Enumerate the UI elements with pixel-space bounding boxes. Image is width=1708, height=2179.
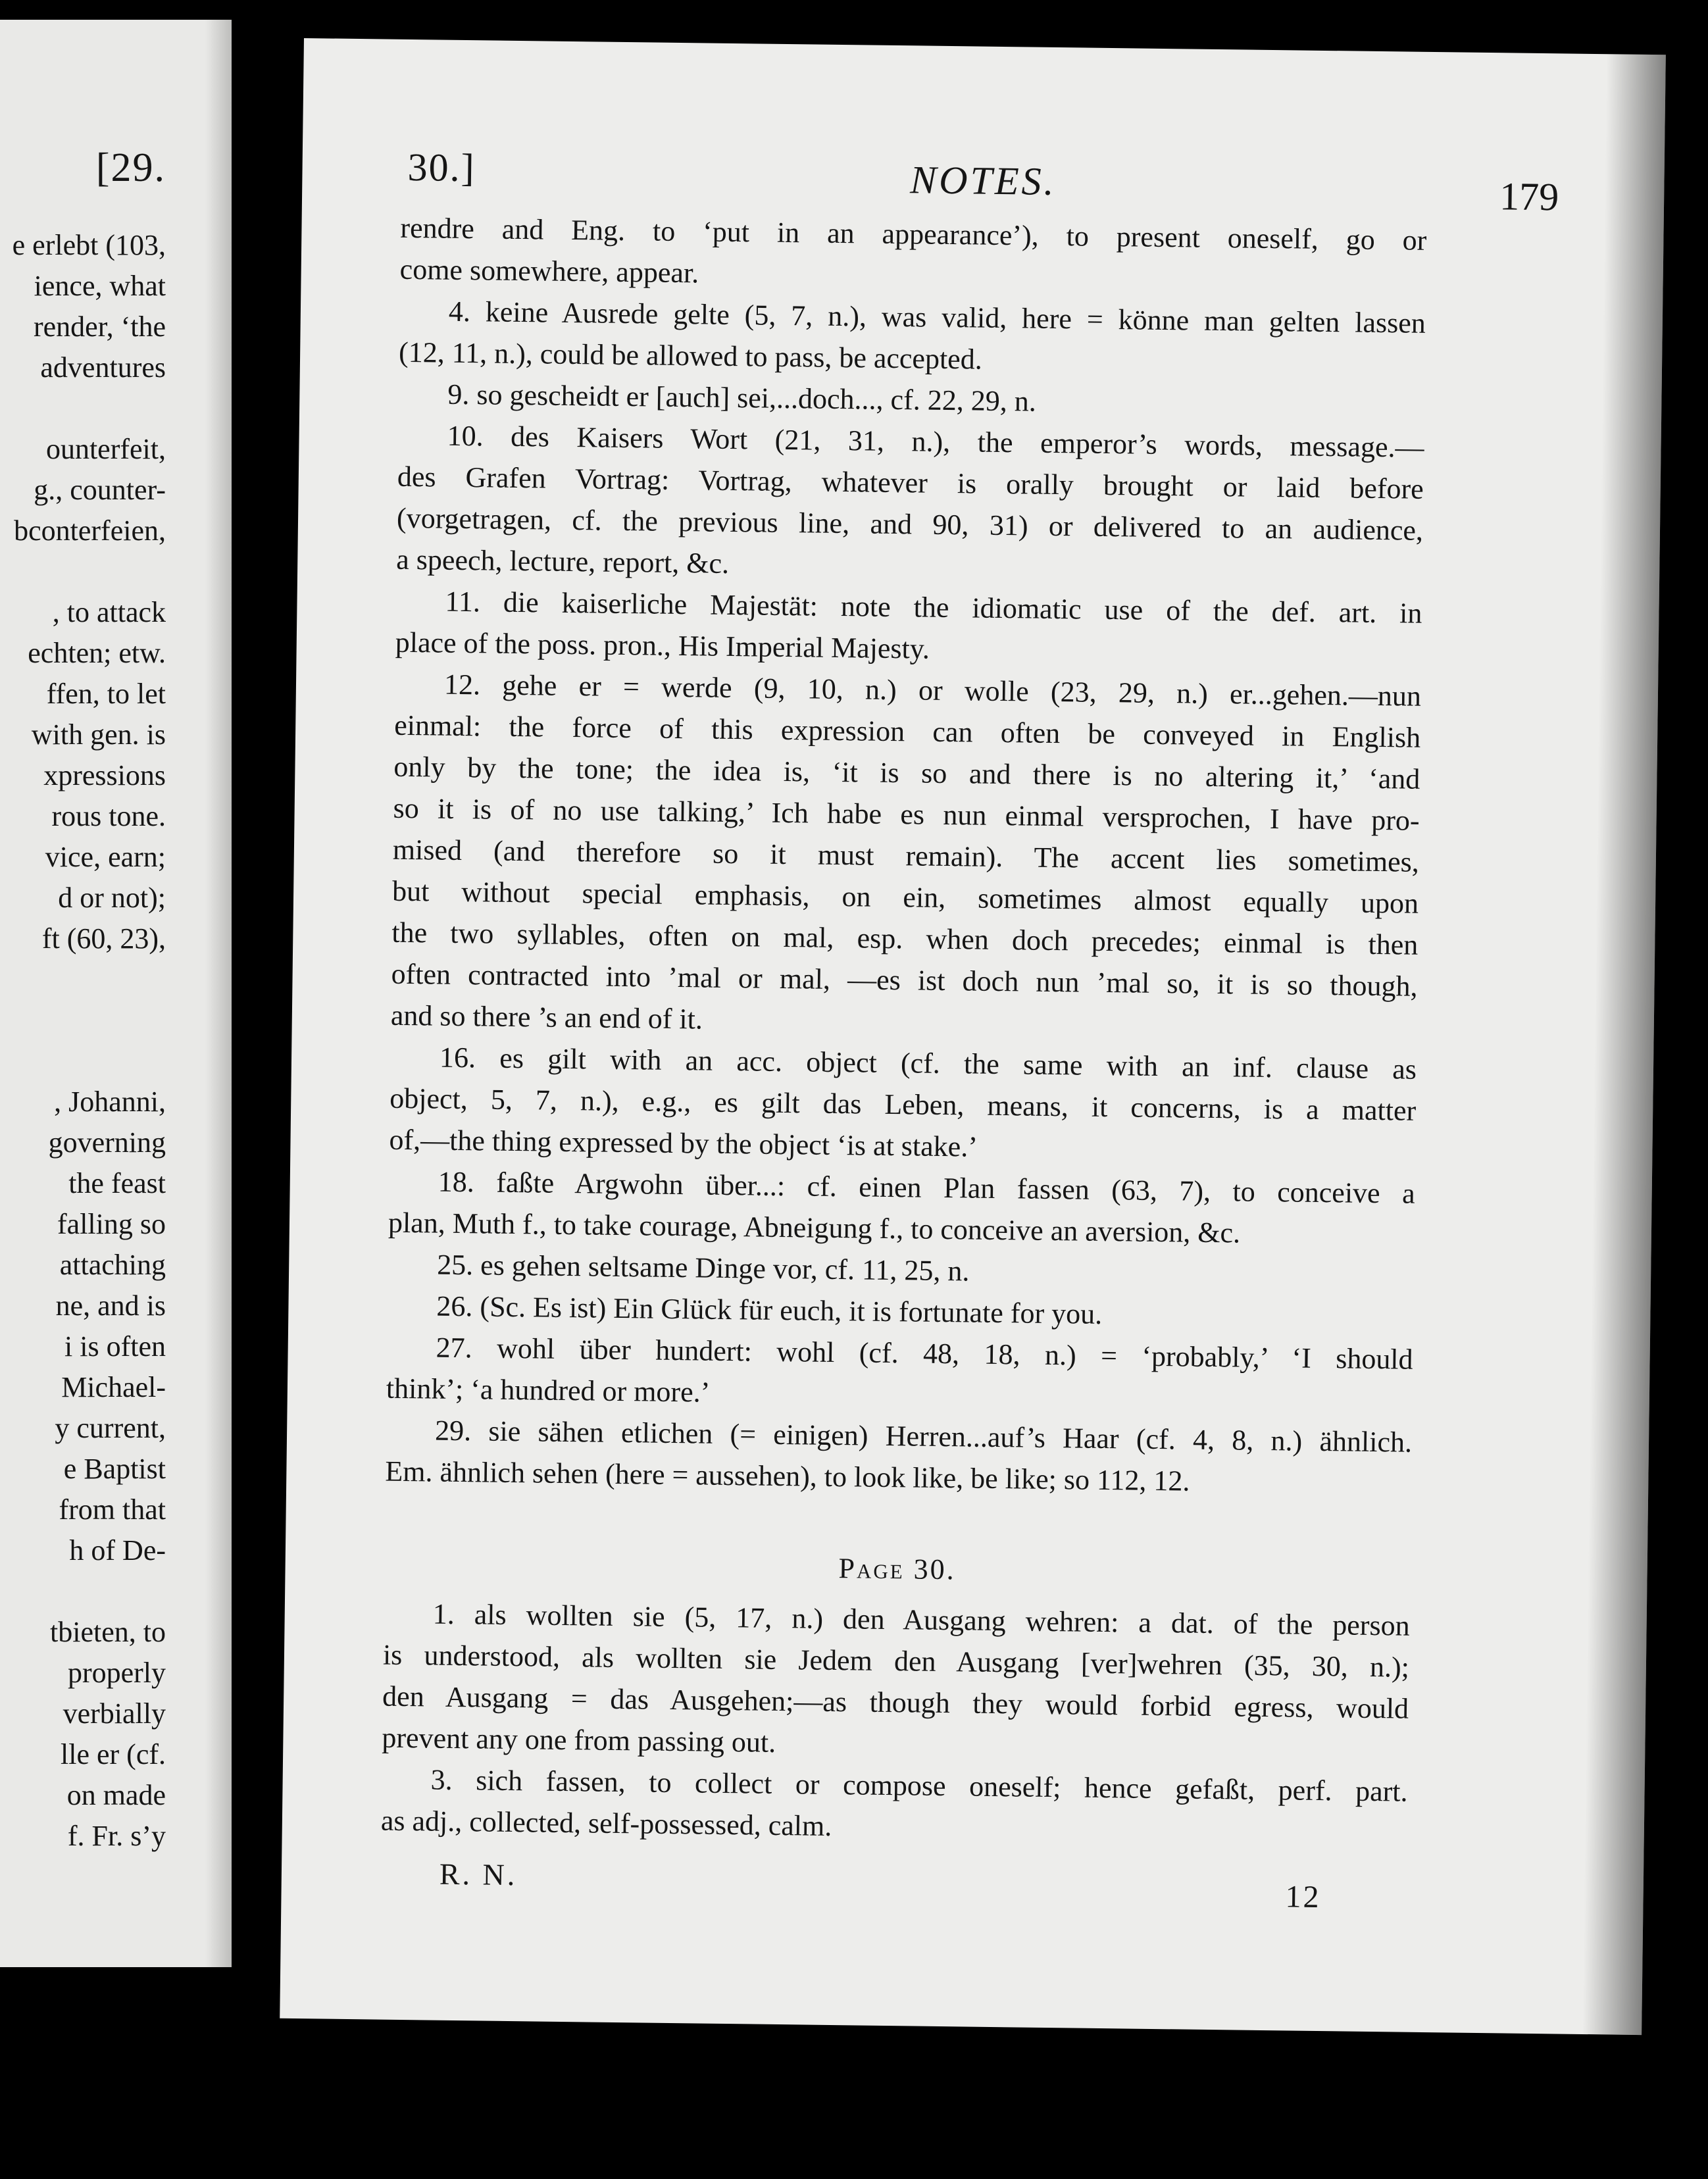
text-line: g., counter-	[34, 474, 166, 506]
text-line: e erlebt (103,	[12, 229, 166, 261]
text-line: the two syllables, often on mal, esp. when doch precedes; einmal is then	[391, 916, 1419, 961]
text-line: come somewhere, appear.	[399, 253, 699, 289]
text-line: bconterfeien,	[14, 514, 166, 547]
notes-body	[380, 207, 1426, 1920]
text-line: on made	[66, 1779, 166, 1811]
printer-signature: R. N.	[439, 1857, 518, 1892]
text-line: i is often	[64, 1330, 166, 1363]
text-line	[0, 551, 166, 592]
text-line: (vorgetragen, cf. the previous line, and 90, 31) or delivered to an audience,	[396, 501, 1424, 547]
text-line: Em. ähnlich sehen (here = aussehen), to look like, be like; so 112, 12.	[385, 1455, 1190, 1497]
text-line: prevent any one from passing out.	[382, 1721, 776, 1759]
text-line: as adj., collected, self-possessed, calm.	[380, 1804, 832, 1843]
page-range-label: 30.]	[407, 145, 476, 190]
text-line: vice, earn;	[45, 841, 166, 873]
footer-signature-row	[380, 1841, 1407, 1920]
page-gutter-shadow	[1582, 54, 1666, 2035]
text-line: d or not);	[58, 882, 166, 914]
text-line: 9. so gescheidt er [auch] sei,...doch..., cf. 22, 29, n.	[447, 378, 1037, 418]
text-line: of,—the thing expressed by the object ‘is at stake.’	[389, 1123, 978, 1163]
text-line: 1. als wollten sie (5, 17, n.) den Ausgang wehren: a dat. of the person	[432, 1597, 1410, 1642]
text-line: xpressions	[43, 759, 166, 791]
text-line: lle er (cf.	[61, 1738, 166, 1770]
text-line: (12, 11, n.), could be allowed to pass, be accepted.	[398, 336, 983, 376]
text-line: with gen. is	[31, 718, 166, 751]
text-line: , Johanni,	[54, 1086, 166, 1118]
text-line: 18. faßte Argwohn über...: cf. einen Plan fassen (63, 7), to conceive a	[438, 1165, 1415, 1210]
text-line: den Ausgang = das Ausgehen;—as though they would forbid egress, would	[382, 1680, 1409, 1725]
notes-page	[280, 38, 1666, 2035]
text-line: and so there ’s an end of it.	[390, 999, 703, 1036]
text-line: 4. keine Ausrede gelte (5, 7, n.), was valid, here = könne man gelten lassen	[448, 295, 1426, 339]
text-line: rous tone.	[51, 800, 166, 832]
previous-page-header: [29.	[95, 145, 166, 190]
text-line: 10. des Kaisers Wort (21, 31, n.), the emperor’s words, message.—	[447, 419, 1424, 464]
page-number: 179	[1499, 174, 1559, 219]
text-line: Michael-	[61, 1371, 166, 1403]
text-line: object, 5, 7, n.), e.g., es gilt das Leben, means, it concerns, is a matter	[389, 1082, 1417, 1127]
text-line: falling so	[57, 1208, 166, 1240]
text-line: place of the poss. pron., His Imperial Majesty.	[395, 626, 930, 665]
text-line: tbieten, to	[50, 1616, 166, 1648]
text-line: ounterfeit,	[45, 433, 166, 465]
text-line: rendre and Eng. to ‘put in an appearance’), to present oneself, go or	[400, 211, 1427, 257]
text-line	[0, 388, 166, 429]
text-line: plan, Muth f., to take courage, Abneigung f., to conceive an aversion, &c.	[388, 1206, 1241, 1249]
text-line: governing	[48, 1126, 166, 1159]
sheet-number: 12	[1285, 1879, 1321, 1915]
section-heading: Page 30.	[838, 1552, 957, 1586]
text-line: einmal: the force of this expression can often be conveyed in English	[393, 709, 1421, 754]
text-line	[0, 1571, 166, 1612]
text-line: often contracted into ’mal or mal, —es ist doch nun ’mal so, it is so though,	[391, 957, 1418, 1003]
text-line: ffen, to let	[46, 678, 166, 710]
text-line: echten; etw.	[28, 637, 166, 669]
text-line: verbially	[63, 1697, 166, 1730]
text-line: ne, and is	[55, 1290, 166, 1322]
text-line	[0, 1041, 166, 1082]
text-line: h of De-	[69, 1534, 166, 1566]
previous-page	[0, 20, 232, 1967]
running-header	[407, 145, 1559, 218]
text-line: adventures	[40, 351, 166, 384]
text-line	[0, 959, 166, 1000]
notes-block-page-30	[381, 1593, 1411, 1854]
text-line: 27. wohl über hundert: wohl (cf. 48, 18, n.) = ‘probably,’ ‘I should	[436, 1331, 1413, 1376]
text-line: e Baptist	[63, 1453, 166, 1485]
text-line: the feast	[68, 1167, 166, 1199]
text-line: so it is of no use talking,’ Ich habe es nun einmal versprochen, I have pro-	[393, 791, 1420, 837]
text-line: from that	[59, 1493, 166, 1526]
text-line: render, ‘the	[33, 311, 166, 343]
page-title: NOTES.	[909, 158, 1057, 203]
text-line: is understood, als wollten sie Jedem den Ausgang [ver]wehren (35, 30, n.);	[382, 1638, 1410, 1684]
text-line: 26. (Sc. Es ist) Ein Glück für euch, it is fortunate for you.	[436, 1290, 1103, 1330]
text-line: f. Fr. s’y	[67, 1820, 166, 1852]
text-line: des Grafen Vortrag: Vortrag, whatever is orally brought or laid before	[397, 460, 1424, 505]
text-line: 25. es gehen seltsame Dinge vor, cf. 11, 25, n.	[436, 1248, 970, 1288]
text-line: ience, what	[34, 270, 166, 302]
notes-block-page-29	[385, 207, 1427, 1505]
text-line	[0, 1000, 166, 1041]
text-line: 3. sich fassen, to collect or compose oneself; hence gefaßt, perf. part.	[430, 1763, 1408, 1808]
text-line: y current,	[55, 1412, 166, 1444]
text-line: 16. es gilt with an acc. object (cf. the same with an inf. clause as	[439, 1041, 1417, 1086]
text-line: 29. sie sähen etlichen (= einigen) Herren...auf’s Haar (cf. 4, 8, n.) ähnlich.	[434, 1414, 1413, 1459]
text-line: 12. gehe er = werde (9, 10, n.) or wolle (23, 29, n.) er...gehen.—nun	[443, 668, 1422, 713]
text-line: 11. die kaiserliche Majestät: note the idiomatic use of the def. art. in	[445, 585, 1422, 630]
text-line: but without special emphasis, on ein, sometimes almost equally upon	[391, 874, 1419, 920]
text-line: only by the tone; the idea is, ‘it is so and there is no altering it,’ ‘and	[393, 750, 1420, 795]
text-line: ft (60, 23),	[41, 922, 166, 955]
text-line: , to attack	[52, 596, 166, 628]
text-line: properly	[67, 1657, 166, 1689]
previous-page-text	[0, 225, 166, 1857]
text-line: think’; ‘a hundred or more.’	[386, 1372, 711, 1409]
page-edge-shadow	[205, 20, 232, 1967]
text-line: a speech, lecture, report, &c.	[396, 543, 730, 580]
text-line: mised (and therefore so it must remain). The accent lies sometimes,	[392, 833, 1420, 878]
text-line: attaching	[59, 1249, 166, 1281]
